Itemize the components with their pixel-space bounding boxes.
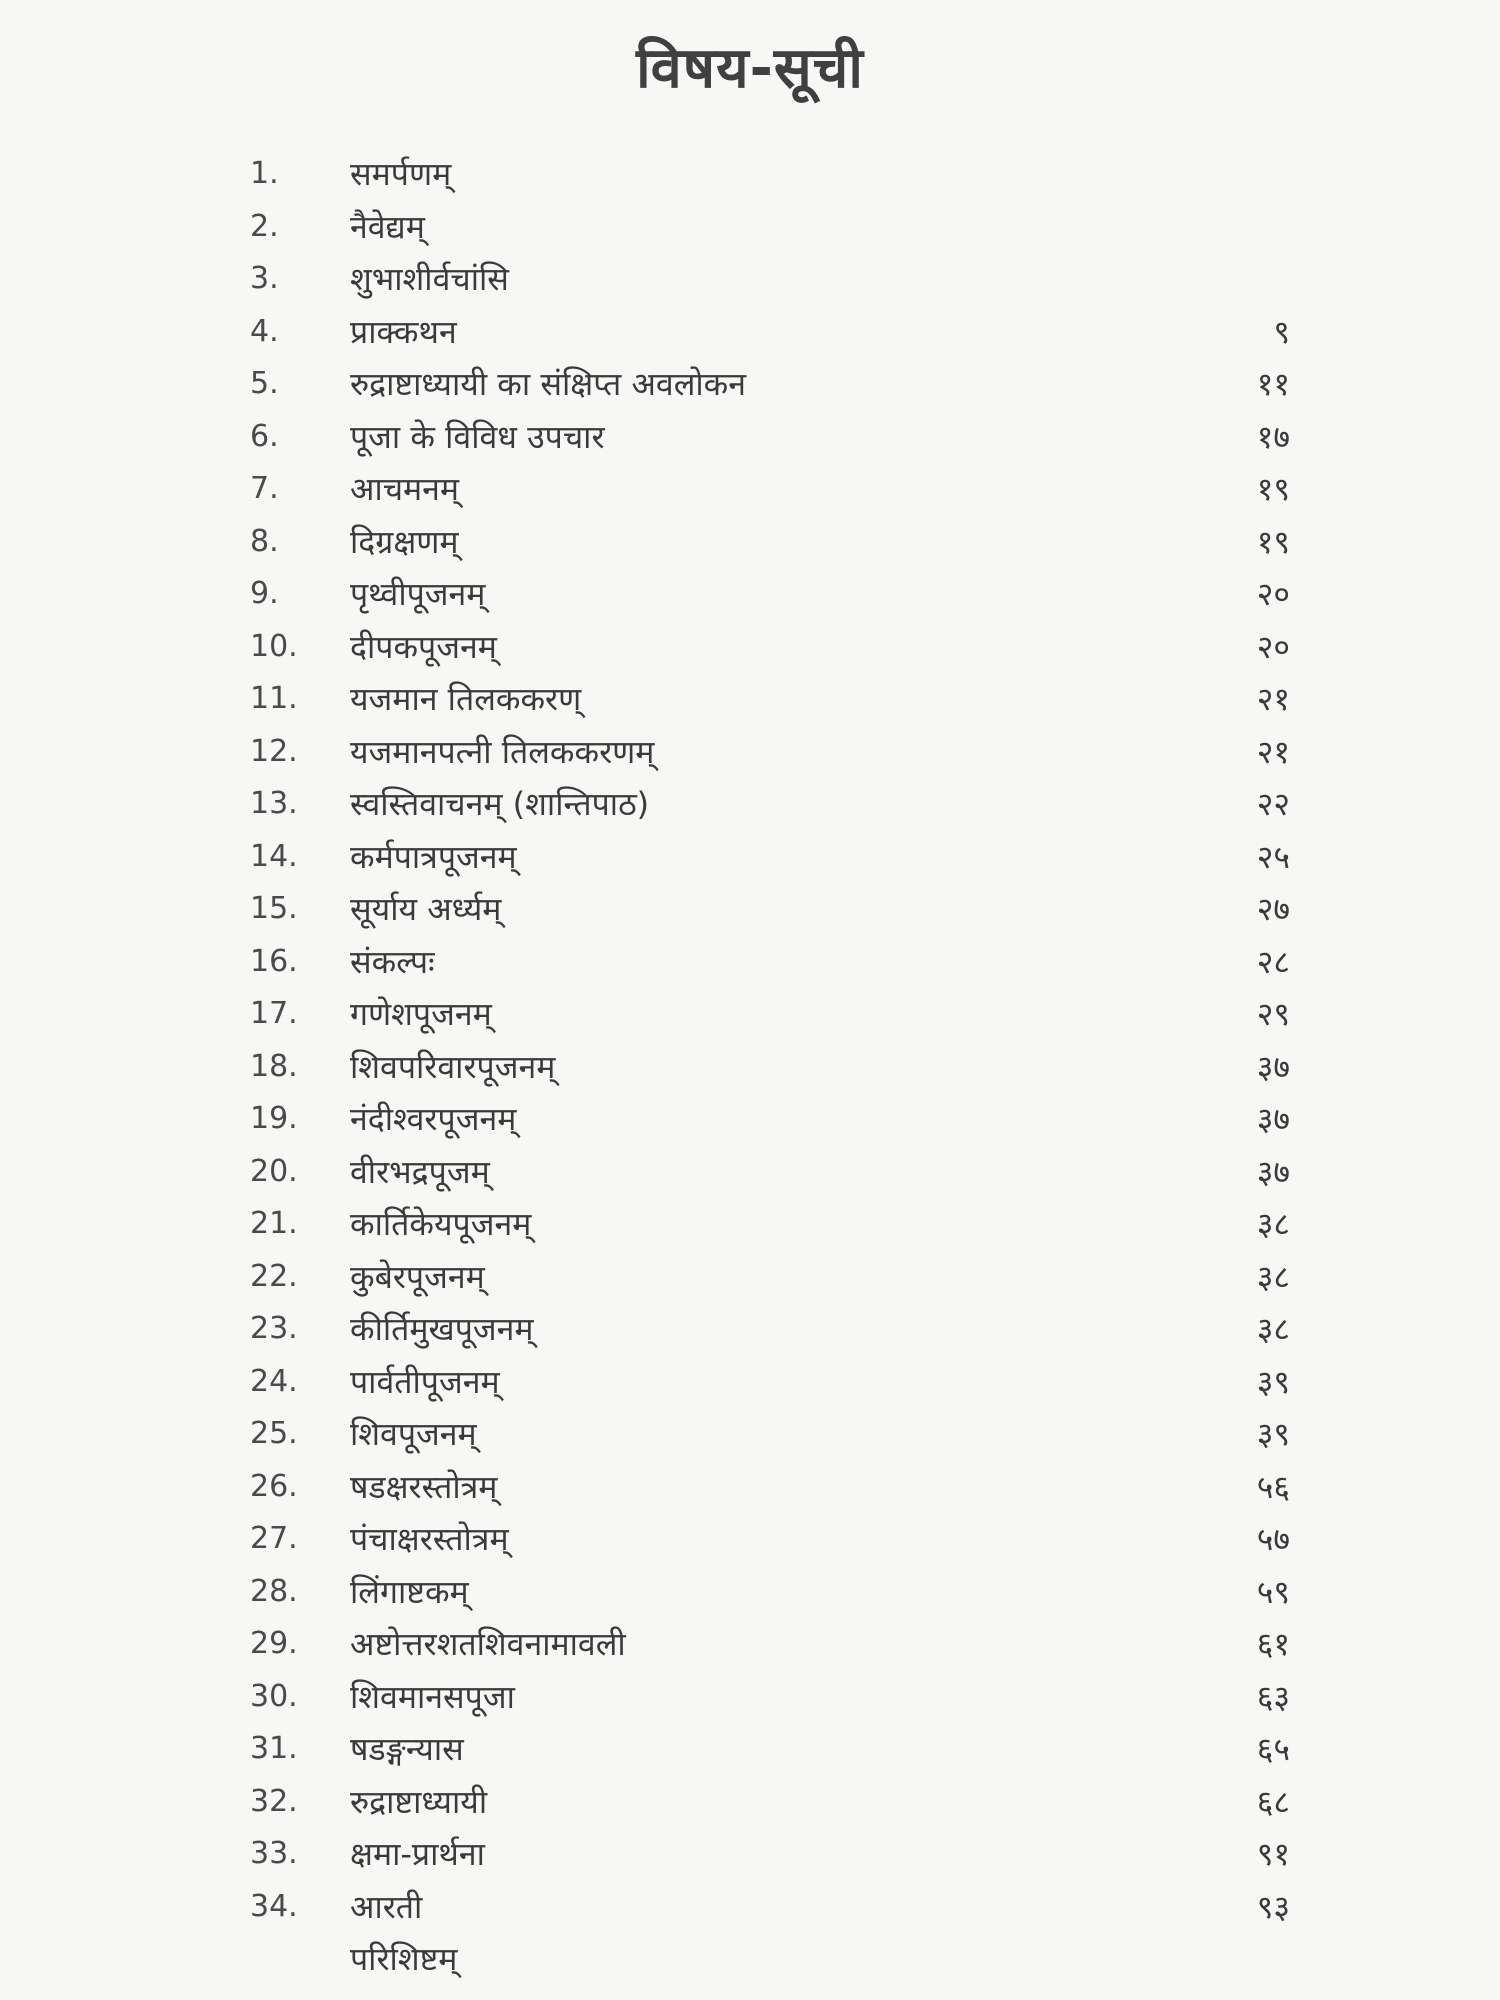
entry-page: २७ bbox=[1256, 890, 1290, 928]
toc-entry bbox=[0, 1251, 1500, 1304]
toc-entry bbox=[0, 1303, 1500, 1356]
entry-number: 1. bbox=[250, 156, 279, 191]
entry-number: 31. bbox=[250, 1731, 298, 1766]
entry-page: ९३ bbox=[1256, 1887, 1290, 1926]
entry-title: शिवमानसपूजा bbox=[350, 1677, 515, 1716]
entry-number: 2. bbox=[250, 208, 279, 244]
toc-entry bbox=[0, 1146, 1500, 1199]
entry-number: 30. bbox=[250, 1678, 298, 1714]
entry-page: २८ bbox=[1256, 942, 1290, 981]
entry-title: षडङ्गन्यास bbox=[350, 1730, 464, 1768]
toc-entry bbox=[0, 148, 1500, 201]
entry-title: यजमान तिलककरण् bbox=[350, 680, 582, 718]
entry-number: 14. bbox=[250, 838, 298, 874]
entry-number: 5. bbox=[250, 366, 279, 401]
entry-number: 12. bbox=[250, 733, 298, 769]
entry-page: ५९ bbox=[1256, 1572, 1290, 1611]
entry-title: दिग्रक्षणम् bbox=[350, 522, 459, 561]
entry-number: 10. bbox=[250, 628, 298, 664]
toc-entry bbox=[0, 621, 1500, 674]
entry-page: १७ bbox=[1256, 417, 1290, 456]
entry-title: प्राक्कथन bbox=[350, 312, 457, 351]
toc-entry bbox=[0, 358, 1500, 411]
entry-number: 23. bbox=[250, 1311, 298, 1346]
toc-entry bbox=[0, 988, 1500, 1041]
entry-page: २१ bbox=[1256, 732, 1290, 771]
entry-number: 25. bbox=[250, 1416, 298, 1451]
entry-page: १९ bbox=[1256, 470, 1290, 508]
toc-entry bbox=[0, 883, 1500, 936]
entry-number: 22. bbox=[250, 1258, 298, 1294]
entry-title: शिवपूजनम् bbox=[350, 1415, 477, 1453]
entry-page: २१ bbox=[1256, 680, 1290, 718]
entry-number: 27. bbox=[250, 1521, 298, 1556]
toc-entry bbox=[0, 831, 1500, 884]
entry-page: ५६ bbox=[1256, 1467, 1290, 1506]
entry-title: यजमानपत्नी तिलककरणम् bbox=[350, 732, 655, 771]
entry-number: 20. bbox=[250, 1153, 298, 1189]
entry-number: 6. bbox=[250, 418, 279, 454]
toc-entry bbox=[0, 201, 1500, 254]
toc-entry bbox=[0, 1461, 1500, 1514]
entry-title: कीर्तिमुखपूजनम् bbox=[350, 1310, 534, 1348]
toc-entry bbox=[0, 778, 1500, 831]
entry-page: ११ bbox=[1256, 365, 1290, 403]
entry-page: २५ bbox=[1256, 837, 1290, 876]
toc-entry bbox=[0, 516, 1500, 569]
entry-title: शुभाशीर्वचांसि bbox=[350, 260, 509, 298]
toc-entry bbox=[0, 463, 1500, 516]
toc-entry bbox=[0, 673, 1500, 726]
entry-title: आचमनम् bbox=[350, 470, 460, 508]
toc-entry bbox=[0, 1618, 1500, 1671]
toc-entry bbox=[0, 1881, 1500, 1934]
entry-number: 33. bbox=[250, 1836, 298, 1871]
entry-title: रुद्राष्टाध्यायी bbox=[350, 1782, 488, 1821]
entry-number: 18. bbox=[250, 1048, 298, 1084]
toc-entry bbox=[0, 1828, 1500, 1881]
entry-page: ३८ bbox=[1256, 1257, 1290, 1296]
entry-title: परिशिष्टम् bbox=[350, 1940, 458, 1978]
toc-entry bbox=[0, 411, 1500, 464]
entry-page: २० bbox=[1256, 627, 1290, 666]
entry-page: ९१ bbox=[1256, 1835, 1290, 1873]
entry-page: २९ bbox=[1256, 995, 1290, 1033]
entry-page: ६५ bbox=[1256, 1730, 1290, 1768]
entry-title: गणेशपूजनम् bbox=[350, 995, 492, 1033]
toc-entry bbox=[0, 1933, 1500, 1986]
entry-number: 29. bbox=[250, 1626, 298, 1661]
toc-entry bbox=[0, 306, 1500, 359]
entry-title: कुबेरपूजनम् bbox=[350, 1257, 485, 1296]
entry-page: ३९ bbox=[1256, 1415, 1290, 1453]
entry-title: पृथ्वीपूजनम् bbox=[350, 575, 486, 613]
entry-number: 34. bbox=[250, 1888, 298, 1924]
entry-number: 7. bbox=[250, 471, 279, 506]
entry-number: 3. bbox=[250, 261, 279, 296]
entry-title: रुद्राष्टाध्यायी का संक्षिप्त अवलोकन bbox=[350, 365, 747, 403]
entry-title: स्वस्तिवाचनम् (शान्तिपाठ) bbox=[350, 785, 650, 823]
entry-page: ९ bbox=[1273, 312, 1290, 351]
entry-title: नंदीश्वरपूजनम् bbox=[350, 1100, 517, 1138]
entry-title: समर्पणम् bbox=[350, 155, 452, 193]
entry-title: कार्तिकेयपूजनम् bbox=[350, 1205, 532, 1243]
toc-entry bbox=[0, 1041, 1500, 1094]
entry-title: षडक्षरस्तोत्रम् bbox=[350, 1467, 498, 1506]
toc-entry bbox=[0, 1356, 1500, 1409]
entry-number: 8. bbox=[250, 523, 279, 559]
entry-page: ३८ bbox=[1256, 1205, 1290, 1243]
toc-entry bbox=[0, 568, 1500, 621]
entry-page: ६३ bbox=[1256, 1677, 1290, 1716]
toc-entry bbox=[0, 936, 1500, 989]
toc-entry bbox=[0, 1408, 1500, 1461]
toc-list bbox=[0, 148, 1500, 1986]
entry-number: 4. bbox=[250, 313, 279, 349]
entry-page: ६८ bbox=[1256, 1782, 1290, 1821]
entry-title: शिवपरिवारपूजनम् bbox=[350, 1047, 556, 1086]
entry-page: ३७ bbox=[1256, 1047, 1290, 1086]
entry-number: 32. bbox=[250, 1783, 298, 1819]
entry-number: 9. bbox=[250, 576, 279, 611]
entry-page: ३९ bbox=[1256, 1362, 1290, 1401]
entry-title: दीपकपूजनम् bbox=[350, 627, 497, 666]
entry-title: अष्टोत्तरशतशिवनामावली bbox=[350, 1625, 626, 1663]
toc-entry bbox=[0, 726, 1500, 779]
toc-entry bbox=[0, 1671, 1500, 1724]
toc-entry bbox=[0, 253, 1500, 306]
entry-number: 26. bbox=[250, 1468, 298, 1504]
toc-entry bbox=[0, 1566, 1500, 1619]
entry-page: २० bbox=[1256, 575, 1290, 613]
entry-page: १९ bbox=[1256, 522, 1290, 561]
entry-title: लिंगाष्टकम् bbox=[350, 1572, 469, 1611]
entry-page: ३७ bbox=[1256, 1152, 1290, 1191]
entry-page: ३८ bbox=[1256, 1310, 1290, 1348]
entry-title: पार्वतीपूजनम् bbox=[350, 1362, 500, 1401]
entry-title: संकल्पः bbox=[350, 942, 435, 981]
entry-number: 13. bbox=[250, 786, 298, 821]
entry-title: पूजा के विविध उपचार bbox=[350, 417, 605, 456]
entry-title: आरती bbox=[350, 1887, 423, 1926]
page-title: विषय-सूची bbox=[636, 36, 864, 101]
entry-page: ६१ bbox=[1256, 1625, 1290, 1663]
entry-title: कर्मपात्रपूजनम् bbox=[350, 837, 517, 876]
entry-number: 16. bbox=[250, 943, 298, 979]
entry-number: 24. bbox=[250, 1363, 298, 1399]
entry-number: 11. bbox=[250, 681, 298, 716]
entry-page: २२ bbox=[1256, 785, 1290, 823]
entry-title: क्षमा-प्रार्थना bbox=[350, 1835, 485, 1873]
toc-entry bbox=[0, 1198, 1500, 1251]
toc-entry bbox=[0, 1513, 1500, 1566]
entry-number: 17. bbox=[250, 996, 298, 1031]
entry-title: पंचाक्षरस्तोत्रम् bbox=[350, 1520, 509, 1558]
entry-title: नैवेद्यम् bbox=[350, 207, 425, 246]
entry-number: 15. bbox=[250, 891, 298, 926]
entry-page: ५७ bbox=[1256, 1520, 1290, 1558]
entry-number: 28. bbox=[250, 1573, 298, 1609]
entry-number: 19. bbox=[250, 1101, 298, 1136]
entry-title: सूर्याय अर्ध्यम् bbox=[350, 890, 502, 928]
entry-page: ३७ bbox=[1256, 1100, 1290, 1138]
toc-entry bbox=[0, 1723, 1500, 1776]
entry-number: 21. bbox=[250, 1206, 298, 1241]
entry-title: वीरभद्रपूजम् bbox=[350, 1152, 490, 1191]
toc-entry bbox=[0, 1776, 1500, 1829]
toc-entry bbox=[0, 1093, 1500, 1146]
